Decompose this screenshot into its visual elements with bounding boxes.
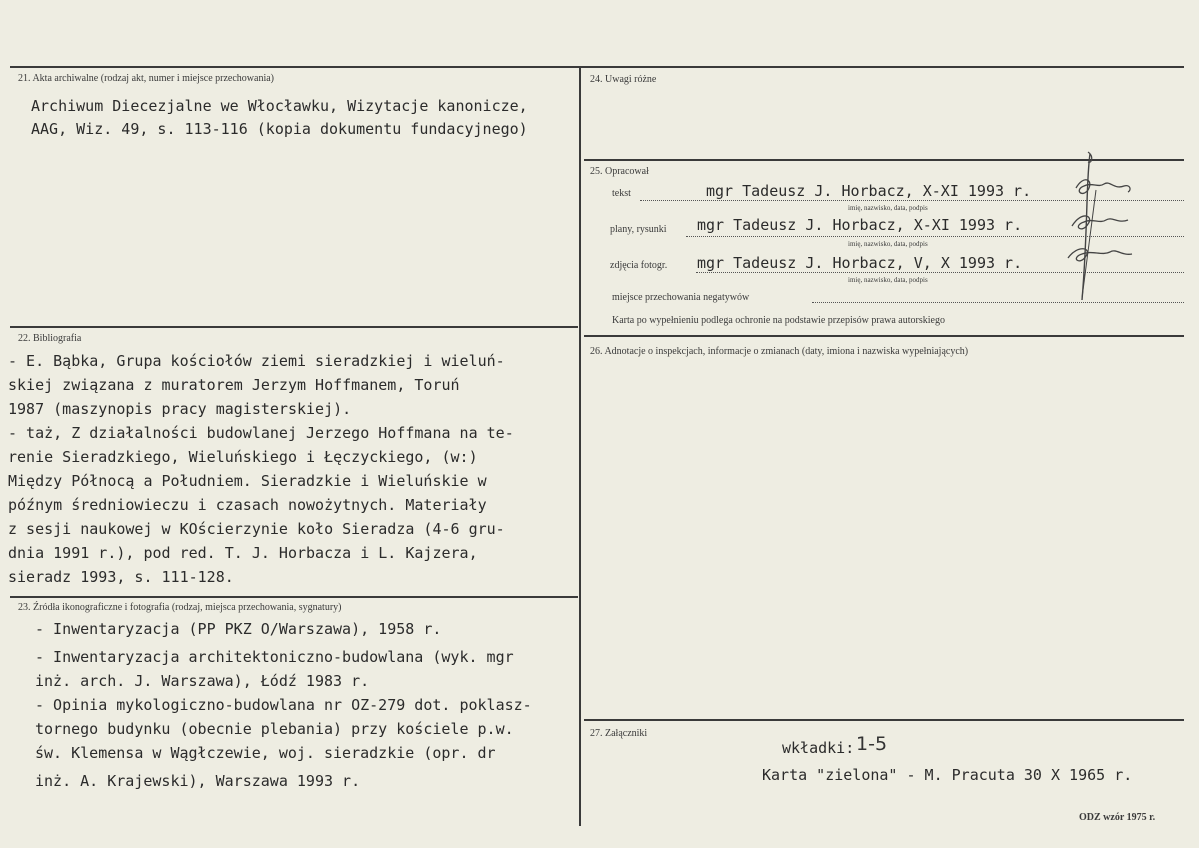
section22-line-8: z sesji naukowej w KOścierzynie koło Sieradza (4-6 gru- — [8, 520, 505, 538]
row-plans-label: plany, rysunki — [610, 224, 667, 235]
row-plans-caption: imię, nazwisko, data, podpis — [848, 240, 928, 248]
section22-line-3: 1987 (maszynopis pracy magisterskiej). — [8, 400, 352, 418]
section22-line-2: skiej związana z muratorem Jerzym Hoffmanem, Toruń — [8, 376, 460, 394]
section22-line-10: sieradz 1993, s. 111-128. — [8, 568, 234, 586]
section23-line-5: tornego budynku (obecnie plebania) przy kościele p.w. — [35, 720, 514, 738]
form-id: ODZ wzór 1975 r. — [1079, 812, 1156, 823]
section22-line-6: Między Północą a Południem. Sieradzkie i Wieluńskie w — [8, 472, 487, 490]
handwritten-signature — [1058, 150, 1138, 304]
section23-line-2: - Inwentaryzacja architektoniczno-budowlana (wyk. mgr — [35, 648, 514, 666]
section23-line-4: - Opinia mykologiczno-budowlana nr OZ-279 dot. poklasz- — [35, 696, 532, 714]
section26-header: 26. Adnotacje o inspekcjach, informacje o zmianach (daty, imiona i nazwiska wypełniających) — [590, 346, 969, 357]
rule-section23-top — [10, 596, 578, 598]
section21-line-2: AAG, Wiz. 49, s. 113-116 (kopia dokumentu fundacyjnego) — [31, 120, 528, 138]
copyright-note: Karta po wypełnieniu podlega ochronie na podstawie przepisów prawa autorskiego — [612, 315, 945, 326]
section23-line-3: inż. arch. J. Warszawa), Łódź 1983 r. — [35, 672, 370, 690]
row-photos-caption: imię, nazwisko, data, podpis — [848, 276, 928, 284]
row-text-value: mgr Tadeusz J. Horbacz, X-XI 1993 r. — [706, 182, 1032, 200]
section22-line-5: renie Sieradzkiego, Wieluńskiego i Łęczyckiego, (w:) — [8, 448, 478, 466]
attachments-prefix: wkładki: — [782, 739, 855, 757]
attachments-handwritten-count: 1-5 — [856, 733, 888, 755]
section22-line-1: - E. Bąbka, Grupa kościołów ziemi sieradzkiej i wieluń- — [8, 352, 505, 370]
section25-header: 25. Opracował — [590, 166, 649, 177]
top-rule — [10, 66, 1184, 68]
attachments-green-card: Karta "zielona" - M. Pracuta 30 X 1965 r. — [762, 766, 1133, 784]
row-text-caption: imię, nazwisko, data, podpis — [848, 204, 928, 212]
section22-line-4: - taż, Z działalności budowlanej Jerzego Hoffmana na te- — [8, 424, 514, 442]
section23-line-6: św. Klemensa w Wągłczewie, woj. sieradzkie (opr. dr — [35, 744, 496, 762]
section22-line-7: późnym średniowieczu i czasach nowożytnych. Materiały — [8, 496, 487, 514]
section21-header: 21. Akta archiwalne (rodzaj akt, numer i miejsce przechowania) — [18, 73, 275, 84]
row-photos-label: zdjęcia fotogr. — [610, 260, 668, 271]
section23-line-7: inż. A. Krajewski), Warszawa 1993 r. — [35, 772, 361, 790]
section22-line-9: dnia 1991 r.), pod red. T. J. Horbacza i L. Kajzera, — [8, 544, 478, 562]
row-plans-value: mgr Tadeusz J. Horbacz, X-XI 1993 r. — [697, 216, 1023, 234]
row-text-label: tekst — [612, 188, 631, 199]
section23-line-1: - Inwentaryzacja (PP PKZ O/Warszawa), 1958 r. — [35, 620, 442, 638]
rule-section22-top — [10, 326, 578, 328]
section23-header: 23. Źródła ikonograficzne i fotografia (rodzaj, miejsca przechowania, sygnatury) — [18, 602, 342, 613]
section21-line-1: Archiwum Diecezjalne we Włocławku, Wizytacje kanonicze, — [31, 97, 528, 115]
column-divider — [579, 66, 581, 826]
rule-section26-top — [584, 335, 1184, 337]
section27-header: 27. Załączniki — [590, 728, 648, 739]
negatives-label: miejsce przechowania negatywów — [612, 292, 750, 303]
section24-header: 24. Uwagi różne — [590, 74, 657, 85]
rule-section27-top — [584, 719, 1184, 721]
section22-header: 22. Bibliografia — [18, 333, 82, 344]
row-photos-value: mgr Tadeusz J. Horbacz, V, X 1993 r. — [697, 254, 1023, 272]
